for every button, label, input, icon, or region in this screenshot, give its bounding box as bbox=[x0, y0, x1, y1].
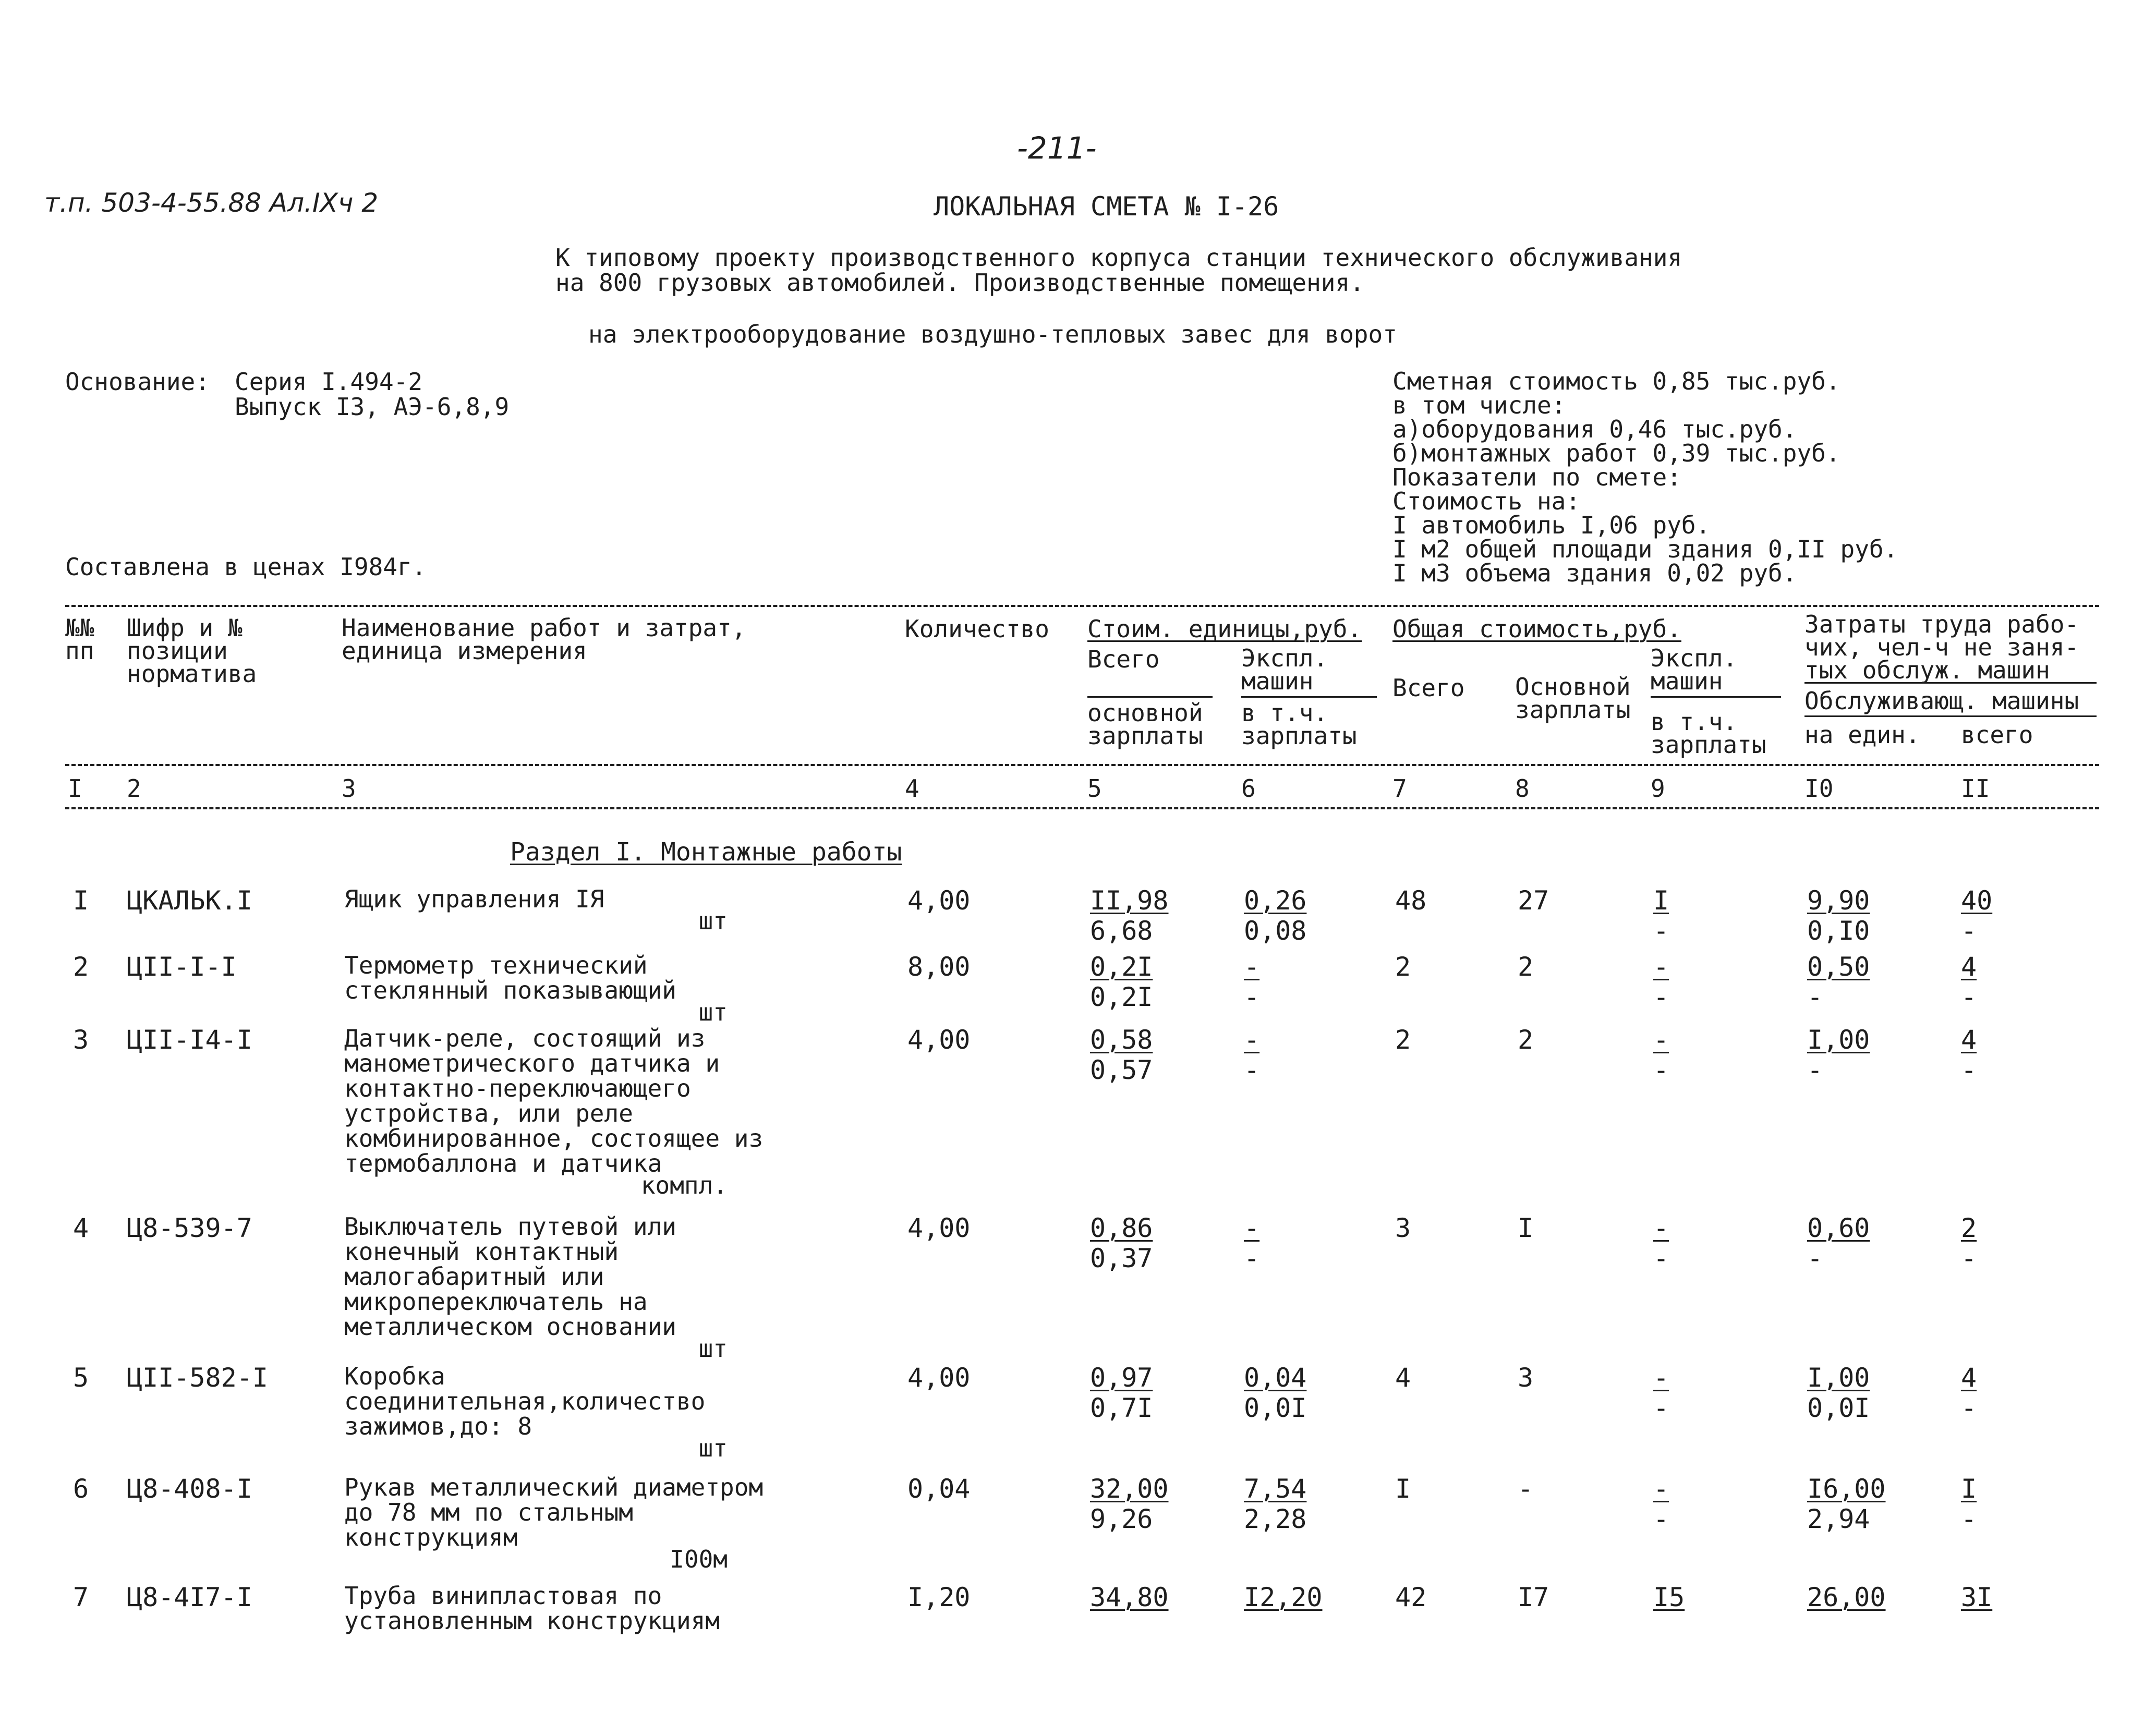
row-value-c10-top: I,00 bbox=[1807, 1363, 1870, 1393]
header-per-unit: на един. bbox=[1804, 721, 1920, 749]
page-title: ЛОКАЛЬНАЯ СМЕТА № I-26 bbox=[934, 191, 1279, 222]
row-value-c10-bottom: 0,0I bbox=[1807, 1393, 1870, 1423]
row-value-c11-bottom: - bbox=[1961, 1393, 1977, 1423]
header-unit-base-wage: основной зарплаты bbox=[1087, 699, 1203, 750]
row-name-line: Труба винипластовая по bbox=[344, 1582, 662, 1610]
row-number: 2 bbox=[73, 952, 89, 982]
header-total-machine-wage: в т.ч. зарплаты bbox=[1651, 708, 1766, 759]
column-number: 4 bbox=[905, 774, 919, 803]
row-total-base-wage: I7 bbox=[1518, 1582, 1549, 1612]
row-value-c5-top: 0,97 bbox=[1090, 1363, 1153, 1393]
row-value-c9-top: - bbox=[1653, 1363, 1669, 1393]
cost-summary-line: Стоимость на: bbox=[1392, 487, 1581, 515]
row-value-c11-top: 40 bbox=[1961, 885, 1993, 916]
row-value-c10-bottom: - bbox=[1807, 982, 1823, 1012]
row-total-base-wage: - bbox=[1518, 1474, 1534, 1504]
row-name-line: комбинированное, состоящее из bbox=[344, 1124, 764, 1152]
row-quantity: I,20 bbox=[907, 1582, 971, 1612]
row-value-c6-top: 7,54 bbox=[1244, 1474, 1307, 1504]
header-unit-machine: Экспл. машин bbox=[1241, 644, 1328, 695]
row-value-c5-bottom: 6,68 bbox=[1090, 916, 1153, 946]
row-quantity: 4,00 bbox=[907, 885, 971, 916]
row-value-c9-top: I5 bbox=[1653, 1582, 1685, 1612]
column-number: 8 bbox=[1515, 774, 1530, 803]
row-unit: шт bbox=[698, 1334, 728, 1363]
row-name-line: термобаллона и датчика bbox=[344, 1149, 662, 1177]
cost-summary-line: Сметная стоимость 0,85 тыс.руб. bbox=[1392, 367, 1840, 395]
row-value-c6-top: 0,26 bbox=[1244, 885, 1307, 916]
header-labor: Затраты труда рабо- чих, чел-ч не заня- тых обслуж. машин bbox=[1804, 610, 2079, 684]
header-total-cost: Общая стоимость,руб. bbox=[1392, 615, 1681, 643]
row-value-c6-top: - bbox=[1244, 1025, 1260, 1055]
row-value-c10-bottom: - bbox=[1807, 1055, 1823, 1085]
row-value-c10-top: I6,00 bbox=[1807, 1474, 1886, 1504]
row-unit: компл. bbox=[640, 1171, 728, 1199]
row-value-c11-bottom: - bbox=[1961, 1504, 1977, 1534]
row-value-c9-bottom: - bbox=[1653, 982, 1669, 1012]
row-code: ЦКАЛЬК.I bbox=[127, 885, 252, 916]
header-col-code: Шифр и № позиции норматива bbox=[127, 614, 257, 688]
prices-year: Составлена в ценах I984г. bbox=[65, 553, 427, 581]
row-value-c5-top: II,98 bbox=[1090, 885, 1169, 916]
row-value-c11-top: 4 bbox=[1961, 952, 1977, 982]
row-value-c11-top: 4 bbox=[1961, 1025, 1977, 1055]
row-value-c11-top: 2 bbox=[1961, 1213, 1977, 1243]
row-value-c6-bottom: 2,28 bbox=[1244, 1504, 1307, 1534]
row-number: 7 bbox=[73, 1582, 89, 1612]
basis-issue: Выпуск I3, АЭ-6,8,9 bbox=[235, 393, 510, 421]
section-title: Раздел I. Монтажные работы bbox=[510, 837, 902, 867]
row-value-c6-bottom: - bbox=[1244, 1243, 1260, 1273]
row-value-c9-top: - bbox=[1653, 1474, 1669, 1504]
row-total-base-wage: I bbox=[1518, 1213, 1534, 1243]
row-name-line: микропереключатель на bbox=[344, 1288, 648, 1316]
column-number: 9 bbox=[1651, 774, 1665, 803]
row-name-line: соединительная,количество bbox=[344, 1387, 706, 1415]
row-value-c11-bottom: - bbox=[1961, 1055, 1977, 1085]
row-total-cost: I bbox=[1395, 1474, 1411, 1504]
row-total-cost: 2 bbox=[1395, 1025, 1411, 1055]
row-name-line: Рукав металлический диаметром bbox=[344, 1473, 764, 1501]
header-maintenance: Обслуживающ. машины bbox=[1804, 687, 2079, 715]
row-total-base-wage: 27 bbox=[1518, 885, 1549, 916]
row-quantity: 4,00 bbox=[907, 1025, 971, 1055]
row-total-cost: 2 bbox=[1395, 952, 1411, 982]
row-code: ЦII-I4-I bbox=[127, 1025, 252, 1055]
row-name-line: Выключатель путевой или bbox=[344, 1212, 676, 1241]
header-bottom-rule bbox=[65, 764, 2099, 766]
cost-summary-line: I м2 общей площади здания 0,II руб. bbox=[1392, 535, 1898, 563]
cost-summary-line: а)оборудования 0,46 тыс.руб. bbox=[1392, 415, 1797, 443]
header-total-labor: всего bbox=[1961, 721, 2033, 749]
row-value-c6-bottom: 0,0I bbox=[1244, 1393, 1307, 1423]
row-total-cost: 4 bbox=[1395, 1363, 1411, 1393]
row-unit: шт bbox=[698, 1434, 728, 1462]
column-number: 2 bbox=[127, 774, 141, 803]
row-code: Ц8-408-I bbox=[127, 1474, 252, 1504]
row-total-cost: 48 bbox=[1395, 885, 1427, 916]
row-quantity: 8,00 bbox=[907, 952, 971, 982]
cost-summary-line: I автомобиль I,06 руб. bbox=[1392, 511, 1711, 539]
row-name-line: Ящик управления IЯ bbox=[344, 885, 604, 913]
basis-label: Основание: bbox=[65, 368, 210, 396]
row-value-c11-bottom: - bbox=[1961, 916, 1977, 946]
subtitle-line-1: К типовому проекту производственного корпуса станции технического обслуживания bbox=[555, 244, 1682, 272]
row-code: Ц8-4I7-I bbox=[127, 1582, 252, 1612]
row-value-c9-bottom: - bbox=[1653, 1504, 1669, 1534]
row-value-c5-top: 0,58 bbox=[1090, 1025, 1153, 1055]
column-number: 3 bbox=[342, 774, 356, 803]
column-numbers-rule bbox=[65, 807, 2099, 809]
estimate-subject: на электрооборудование воздушно-тепловых завес для ворот bbox=[588, 320, 1397, 348]
row-value-c11-top: 4 bbox=[1961, 1363, 1977, 1393]
row-quantity: 0,04 bbox=[907, 1474, 971, 1504]
header-unit-machine-wage: в т.ч. зарплаты bbox=[1241, 699, 1357, 750]
row-quantity: 4,00 bbox=[907, 1363, 971, 1393]
row-value-c6-top: - bbox=[1244, 952, 1260, 982]
row-value-c10-bottom: 2,94 bbox=[1807, 1504, 1870, 1534]
row-value-c6-top: - bbox=[1244, 1213, 1260, 1243]
row-number: 6 bbox=[73, 1474, 89, 1504]
row-unit: I00м bbox=[670, 1545, 728, 1573]
row-value-c10-top: 0,60 bbox=[1807, 1213, 1870, 1243]
row-name-line: до 78 мм по стальным bbox=[344, 1498, 633, 1526]
subtitle-line-2: на 800 грузовых автомобилей. Производственные помещения. bbox=[555, 269, 1364, 297]
column-number: I bbox=[68, 774, 82, 803]
row-value-c5-bottom: 9,26 bbox=[1090, 1504, 1153, 1534]
row-value-c5-top: 32,00 bbox=[1090, 1474, 1169, 1504]
row-name-line: конечный контактный bbox=[344, 1237, 619, 1266]
row-value-c10-bottom: 0,I0 bbox=[1807, 916, 1870, 946]
row-value-c6-top: I2,20 bbox=[1244, 1582, 1323, 1612]
row-total-base-wage: 2 bbox=[1518, 952, 1534, 982]
row-name-line: стеклянный показывающий bbox=[344, 976, 676, 1004]
column-number: I0 bbox=[1804, 774, 1834, 803]
row-value-c5-bottom: 0,2I bbox=[1090, 982, 1153, 1012]
row-value-c10-top: 26,00 bbox=[1807, 1582, 1886, 1612]
row-total-cost: 42 bbox=[1395, 1582, 1427, 1612]
row-name-line: Датчик-реле, состоящий из bbox=[344, 1024, 706, 1052]
row-value-c11-top: 3I bbox=[1961, 1582, 1993, 1612]
row-total-base-wage: 3 bbox=[1518, 1363, 1534, 1393]
row-value-c9-top: - bbox=[1653, 952, 1669, 982]
row-value-c9-top: - bbox=[1653, 1025, 1669, 1055]
row-value-c6-bottom: - bbox=[1244, 1055, 1260, 1085]
basis-series: Серия I.494-2 bbox=[235, 368, 423, 396]
row-value-c5-bottom: 0,37 bbox=[1090, 1243, 1153, 1273]
document-reference: т.п. 503-4-55.88 Ал.IXч 2 bbox=[44, 188, 379, 218]
header-unit-cost: Стоим. единицы,руб. bbox=[1087, 615, 1362, 643]
row-name-line: манометрического датчика и bbox=[344, 1049, 720, 1077]
row-name-line: Коробка bbox=[344, 1362, 445, 1390]
column-number: 6 bbox=[1241, 774, 1256, 803]
column-number: II bbox=[1961, 774, 1990, 803]
row-name-line: конструкциям bbox=[344, 1523, 518, 1551]
row-code: ЦII-I-I bbox=[127, 952, 237, 982]
row-value-c11-bottom: - bbox=[1961, 982, 1977, 1012]
cost-summary-line: б)монтажных работ 0,39 тыс.руб. bbox=[1392, 439, 1840, 467]
row-number: 4 bbox=[73, 1213, 89, 1243]
row-name-line: металлическом основании bbox=[344, 1313, 676, 1341]
row-value-c5-bottom: 0,7I bbox=[1090, 1393, 1153, 1423]
header-total-all: Всего bbox=[1392, 674, 1465, 702]
row-value-c6-bottom: 0,08 bbox=[1244, 916, 1307, 946]
row-code: ЦII-582-I bbox=[127, 1363, 268, 1393]
row-unit: шт bbox=[698, 907, 728, 935]
row-value-c9-top: - bbox=[1653, 1213, 1669, 1243]
row-value-c9-bottom: - bbox=[1653, 916, 1669, 946]
row-value-c11-bottom: - bbox=[1961, 1243, 1977, 1273]
row-value-c6-bottom: - bbox=[1244, 982, 1260, 1012]
row-name-line: установленным конструкциям bbox=[344, 1607, 720, 1635]
row-value-c10-top: 0,50 bbox=[1807, 952, 1870, 982]
header-col-quantity: Количество bbox=[905, 615, 1049, 643]
row-name-line: устройства, или реле bbox=[344, 1099, 633, 1127]
row-value-c5-top: 0,2I bbox=[1090, 952, 1153, 982]
row-value-c6-top: 0,04 bbox=[1244, 1363, 1307, 1393]
row-name-line: Термометр технический bbox=[344, 951, 648, 979]
cost-summary-line: Показатели по смете: bbox=[1392, 463, 1681, 491]
header-col-number: №№ пп bbox=[65, 614, 94, 665]
row-value-c10-bottom: - bbox=[1807, 1243, 1823, 1273]
row-value-c9-top: I bbox=[1653, 885, 1669, 916]
cost-summary-line: в том числе: bbox=[1392, 391, 1566, 419]
header-total-base-wage: Основной зарплаты bbox=[1515, 673, 1631, 724]
row-name-line: контактно-переключающего bbox=[344, 1074, 691, 1102]
header-unit-total: Всего bbox=[1087, 645, 1160, 673]
row-name-line: зажимов,до: 8 bbox=[344, 1412, 532, 1440]
row-value-c5-top: 34,80 bbox=[1090, 1582, 1169, 1612]
row-total-base-wage: 2 bbox=[1518, 1025, 1534, 1055]
header-top-rule bbox=[65, 605, 2099, 607]
column-number: 5 bbox=[1087, 774, 1102, 803]
cost-summary-line: I м3 объема здания 0,02 руб. bbox=[1392, 559, 1797, 587]
row-number: 3 bbox=[73, 1025, 89, 1055]
row-number: I bbox=[73, 885, 89, 916]
row-total-cost: 3 bbox=[1395, 1213, 1411, 1243]
row-value-c10-top: 9,90 bbox=[1807, 885, 1870, 916]
row-quantity: 4,00 bbox=[907, 1213, 971, 1243]
row-value-c10-top: I,00 bbox=[1807, 1025, 1870, 1055]
row-number: 5 bbox=[73, 1363, 89, 1393]
row-value-c9-bottom: - bbox=[1653, 1243, 1669, 1273]
row-value-c5-top: 0,86 bbox=[1090, 1213, 1153, 1243]
row-name-line: малогабаритный или bbox=[344, 1262, 604, 1291]
header-total-machine: Экспл. машин bbox=[1651, 644, 1738, 695]
row-code: Ц8-539-7 bbox=[127, 1213, 252, 1243]
row-value-c11-top: I bbox=[1961, 1474, 1977, 1504]
row-value-c9-bottom: - bbox=[1653, 1393, 1669, 1423]
row-value-c9-bottom: - bbox=[1653, 1055, 1669, 1085]
column-number: 7 bbox=[1392, 774, 1407, 803]
header-col-name: Наименование работ и затрат, единица измерения bbox=[342, 614, 746, 665]
row-unit: шт bbox=[698, 998, 728, 1026]
row-value-c5-bottom: 0,57 bbox=[1090, 1055, 1153, 1085]
page-number: -211- bbox=[1017, 130, 1097, 166]
